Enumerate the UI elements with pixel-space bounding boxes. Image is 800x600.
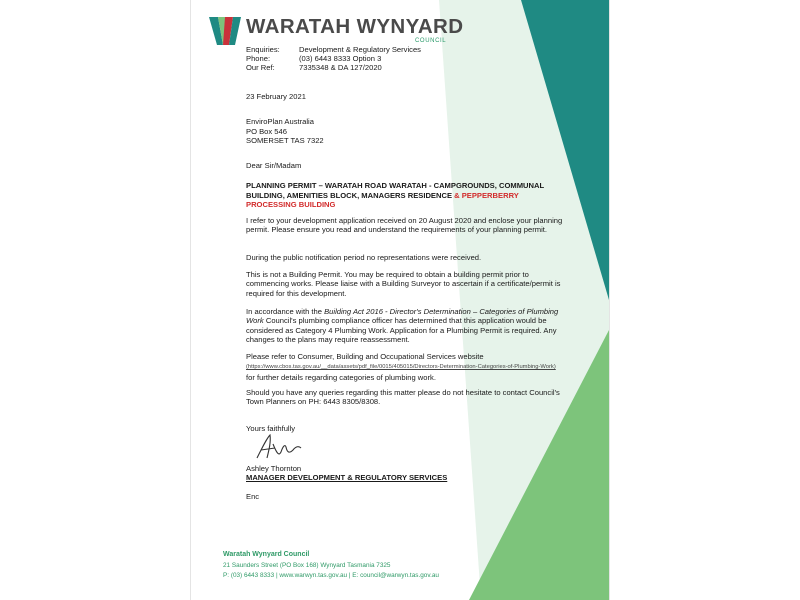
logo-wordmark: WARATAH WYNYARD [246, 15, 464, 38]
council-logo-icon [209, 17, 241, 45]
paragraph-notification: During the public notification period no representations were received. [246, 253, 482, 262]
salutation: Dear Sir/Madam [246, 161, 302, 170]
letter-page [191, 0, 609, 600]
paragraph-building-permit: This is not a Building Permit. You may be required to obtain a building permit prior to commencing works. Please liaise with a Building Surveyor to ascertain if a certificate/permit is required for this development. [246, 270, 561, 298]
paragraph-queries: Should you have any queries regarding this matter please do not hesitate to contact Council's Town Planners on PH: 6443 8305/8308. [246, 388, 560, 407]
closing: Yours faithfully [246, 424, 296, 433]
website-pre: Please refer to Consumer, Building and Occupational Services website [246, 352, 484, 361]
enquiries-label: Enquiries: [246, 45, 280, 54]
plumbing-pre: In accordance with the [246, 307, 325, 316]
phone-label: Phone: [246, 54, 271, 63]
footer-address: 21 Saunders Street (PO Box 168) Wynyard Tasmania 7325 [223, 562, 391, 569]
paragraph-website [246, 352, 566, 382]
letter-date: 23 February 2021 [246, 92, 306, 101]
enclosure-label: Enc [246, 492, 260, 501]
signatory-name: Ashley Thornton [246, 464, 302, 473]
plumbing-post: Council's plumbing compliance officer has determined that this application would be considered as Category 4 Plumbing Work. Application for a Plumbing Permit is required. Any changes to the plans may require reassessment. [246, 316, 557, 345]
recipient-line-2: PO Box 546 [246, 127, 287, 136]
recipient-line-3: SOMERSET TAS 7322 [246, 136, 324, 145]
cbos-link[interactable]: (https://www.cbos.tas.gov.au/__data/assets/pdf_file/0015/405015/Directors-Determination-Categories-of-Plumbing-Work) [246, 364, 556, 371]
subject-highlight: & PEPPERBERRY PROCESSING BUILDING [246, 190, 519, 210]
website-post: for further details regarding categories of plumbing work. [246, 372, 436, 382]
footer-council-name: Waratah Wynyard Council [223, 551, 310, 558]
logo-subtitle: COUNCIL [415, 38, 447, 44]
recipient-line-1: EnviroPlan Australia [246, 117, 314, 126]
decorative-background [191, 0, 609, 600]
enquiries-value: Development & Regulatory Services [299, 45, 421, 54]
subject-main: PLANNING PERMIT – WARATAH ROAD WARATAH - CAMPGROUNDS, COMMUNAL BUILDING, AMENITIES BLOCK, MANAGERS RESIDENCE [246, 181, 544, 200]
paragraph-plumbing [246, 307, 566, 345]
signatory-title: MANAGER DEVELOPMENT & REGULATORY SERVICES [246, 473, 448, 482]
footer-contact: P: (03) 6443 8333 | www.warwyn.tas.gov.au | E: council@warwyn.tas.gov.au [223, 572, 439, 579]
paragraph-application: I refer to your development application received on 20 August 2020 and enclose your planning permit. Please ensure you read and understand the requirements of your planning permit. [246, 216, 563, 235]
ref-value: 7335348 & DA 127/2020 [299, 63, 382, 72]
subject-line [246, 181, 566, 210]
ref-label: Our Ref: [246, 63, 275, 72]
plumbing-act-title: Building Act 2016 - Director's Determination – Categories of Plumbing Work [246, 307, 559, 326]
phone-value: (03) 6443 8333 Option 3 [299, 54, 382, 63]
signature-icon [253, 432, 305, 462]
